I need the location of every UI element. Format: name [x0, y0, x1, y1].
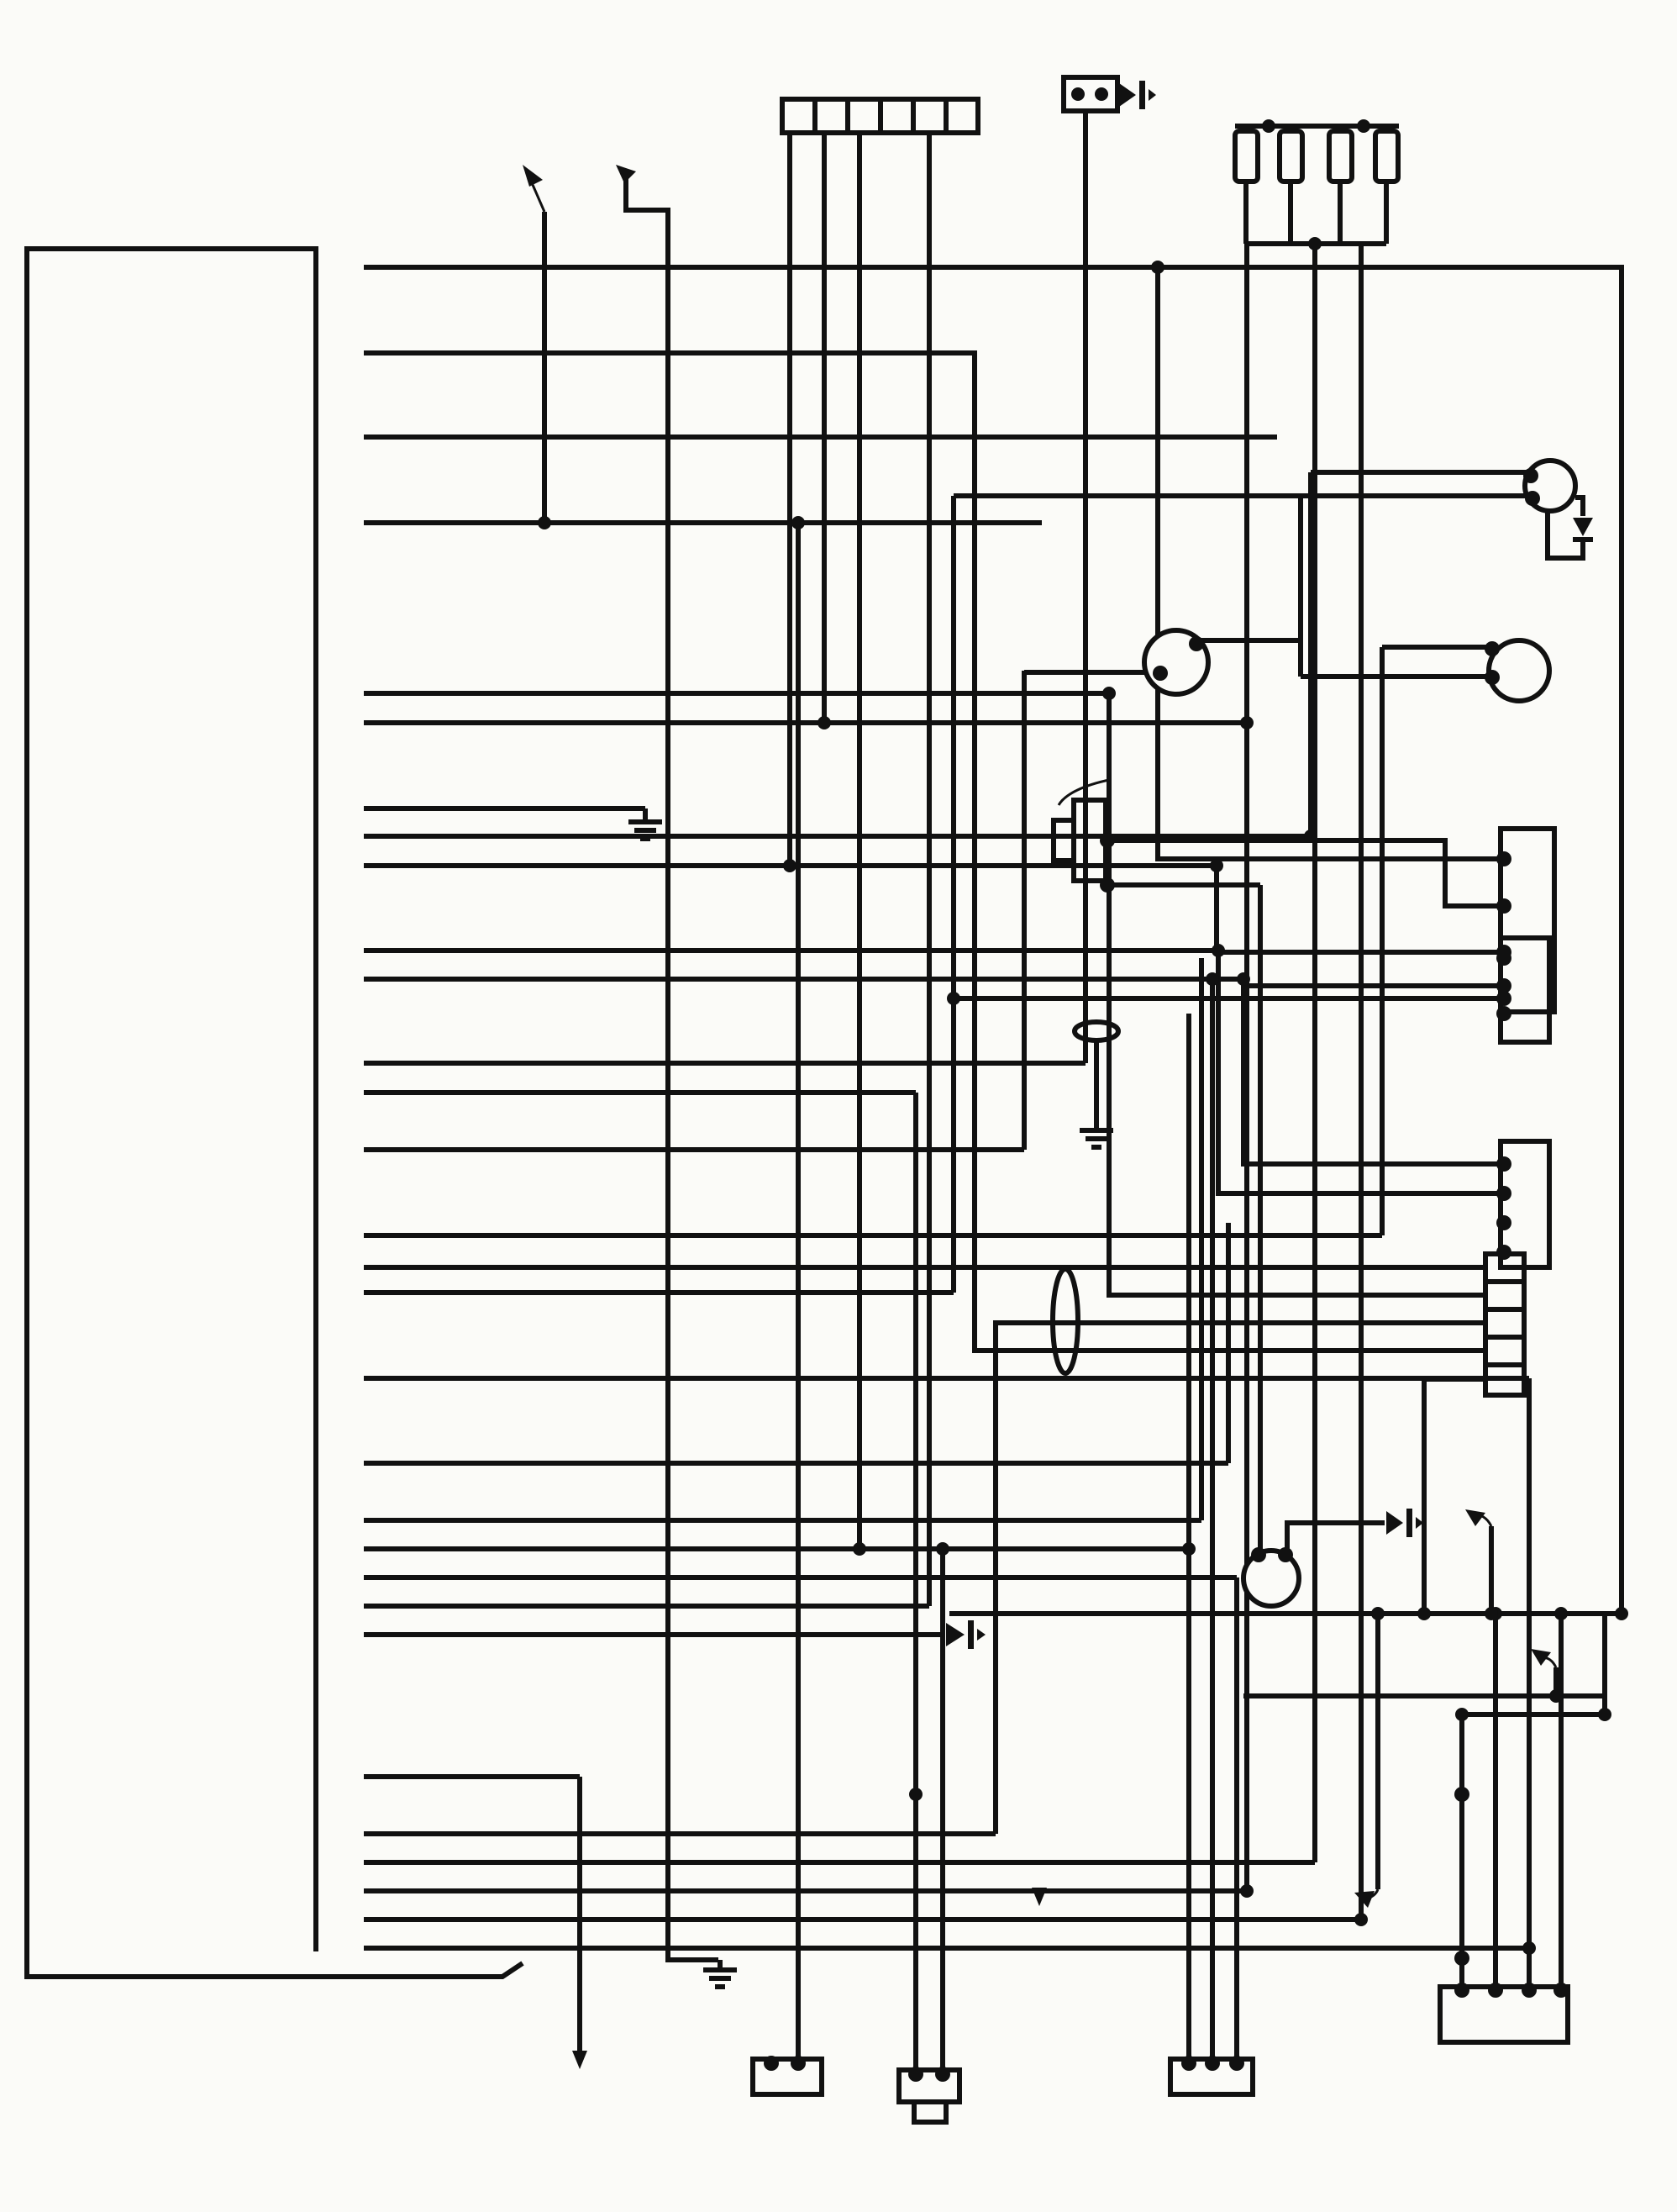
coolant-temp-sensor-connector [753, 2059, 822, 2094]
arrow-glyphs [523, 81, 1593, 2069]
wire-lines [364, 111, 1622, 2070]
shield-oval [1075, 1022, 1118, 1040]
injector-3 [1329, 131, 1352, 182]
injector-2 [1280, 131, 1302, 182]
injector-4 [1375, 131, 1398, 182]
ground-symbols [628, 808, 1113, 1987]
injector-1 [1235, 131, 1258, 182]
component-shapes [753, 77, 1593, 2122]
tfi-dist-connector [1485, 1254, 1524, 1395]
ecu-outline [27, 249, 523, 1977]
clutch-neutral-switch-connector [899, 2070, 959, 2102]
